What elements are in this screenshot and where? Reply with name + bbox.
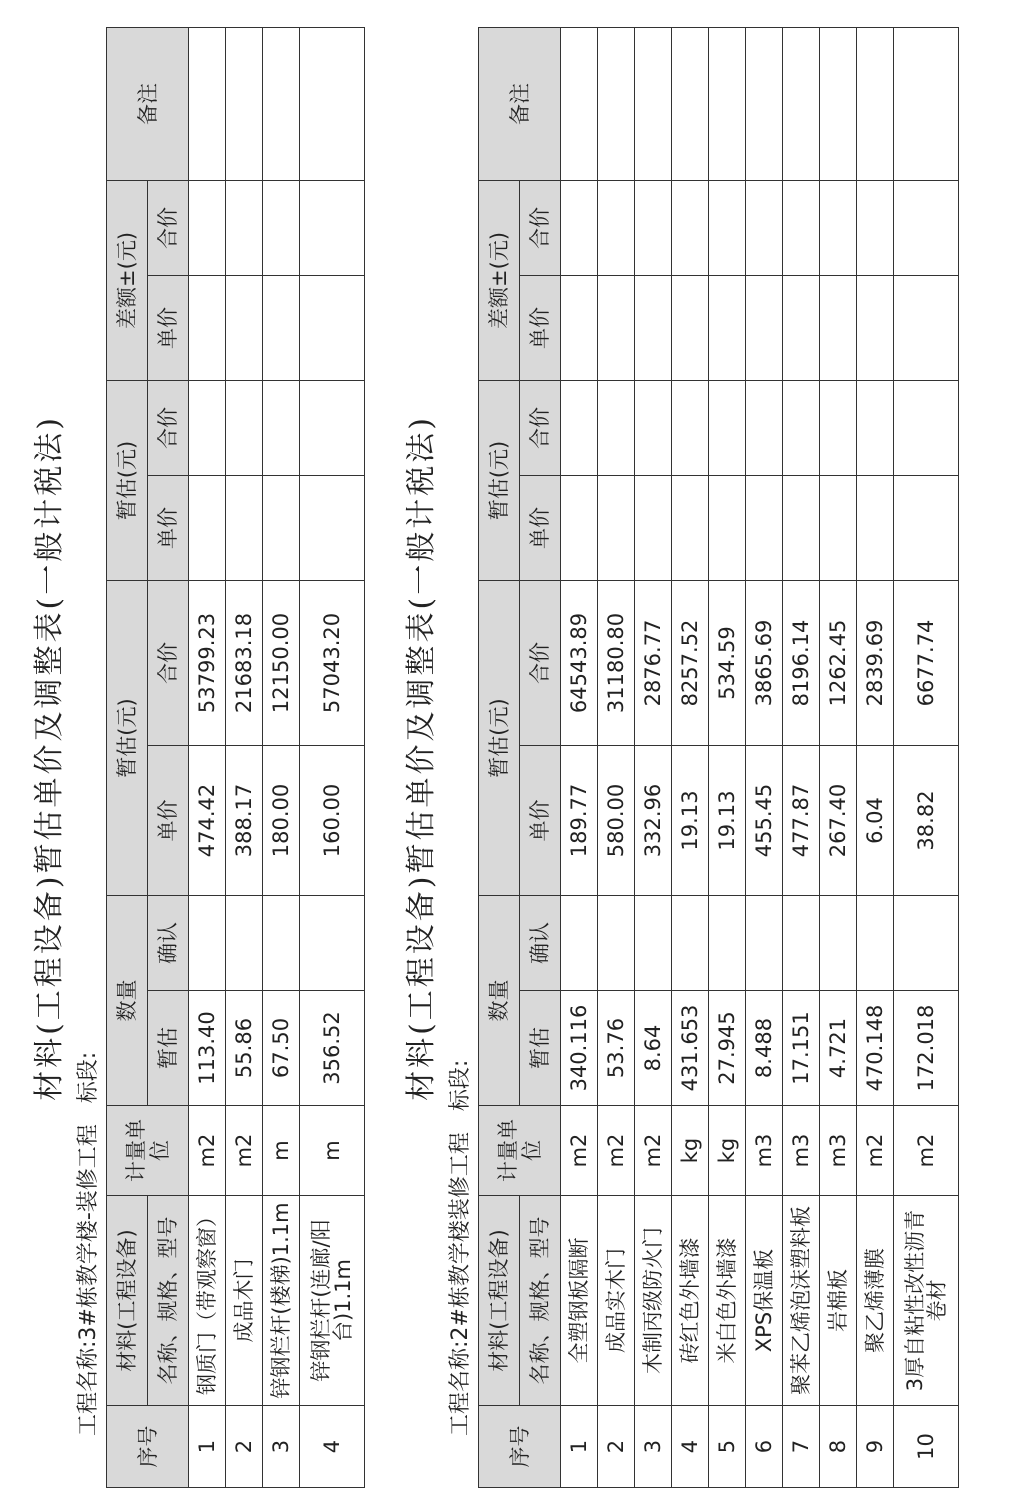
header-qty-est: 暂估 [520,991,561,1106]
cell-seq: 9 [857,1406,894,1488]
cell-price: 38.82 [894,746,959,896]
cell-total: 8196.14 [783,580,820,745]
header-est-unit-price: 单价 [520,746,561,896]
cell-qty-confirm [598,896,635,991]
cell-qty-confirm [820,896,857,991]
table-row [598,27,635,1487]
cell-price: 388.17 [226,746,263,896]
cell-remark [820,27,857,180]
header-diff: 差额±(元) [479,180,520,380]
cell-qty: 470.148 [857,991,894,1106]
cell-price: 455.45 [746,746,783,896]
cell-total: 3865.69 [746,580,783,745]
section-label: 标段: [448,1059,473,1112]
header-seq: 序号 [479,1406,561,1488]
cell-remark [226,27,263,180]
cell-remark [709,27,746,180]
table-row [226,27,263,1487]
cell-qty-confirm [746,896,783,991]
table-row [746,27,783,1487]
cell-name: 3厚自粘性改性沥青卷材 [894,1196,959,1406]
section-1 [28,28,373,1488]
cell-qty: 431.653 [672,991,709,1106]
table-row [709,27,746,1487]
section-label: 标段: [76,1051,101,1104]
cell-name: XPS保温板 [746,1196,783,1406]
cell-total: 6677.74 [894,580,959,745]
cell-total: 534.59 [709,580,746,745]
header-qty-est: 暂估 [148,991,189,1106]
cell-unit: m2 [561,1106,598,1196]
cell-remark [561,27,598,180]
cell-qty: 27.945 [709,991,746,1106]
header-material: 材料(工程设备) [107,1196,148,1406]
cell-qty-confirm [672,896,709,991]
cell-price: 332.96 [635,746,672,896]
cell-price: 6.04 [857,746,894,896]
cell-name: 木制丙级防火门 [635,1196,672,1406]
cell-total: 1262.45 [820,580,857,745]
cell-remark [894,27,959,180]
cell-remark [746,27,783,180]
cell-unit: m2 [894,1106,959,1196]
cell-unit: kg [672,1106,709,1196]
table-row [635,27,672,1487]
cell-qty: 356.52 [300,991,365,1106]
cell-remark [300,27,365,180]
header-unit: 计量单位 [479,1106,561,1196]
cell-seq: 3 [635,1406,672,1488]
cell-name: 聚乙烯薄膜 [857,1196,894,1406]
table-row [300,27,365,1487]
header-unit: 计量单位 [107,1106,189,1196]
cell-qty: 55.86 [226,991,263,1106]
cell-seq: 8 [820,1406,857,1488]
cell-seq: 1 [561,1406,598,1488]
cell-qty: 53.76 [598,991,635,1106]
header-confirm-total: 合价 [148,380,189,475]
cell-unit: m [300,1106,365,1196]
cell-qty: 8.64 [635,991,672,1106]
cell-name: 砖红色外墙漆 [672,1196,709,1406]
header-est-total: 合价 [148,580,189,745]
cell-seq: 5 [709,1406,746,1488]
cell-qty-confirm [189,896,226,991]
header-diff-total: 合价 [520,180,561,275]
cell-name: 成品木门 [226,1196,263,1406]
cell-total: 2839.69 [857,580,894,745]
cell-qty: 17.151 [783,991,820,1106]
cell-unit: m2 [635,1106,672,1196]
cell-price: 189.77 [561,746,598,896]
cell-total: 21683.18 [226,580,263,745]
project-name: 工程名称:3#栋教学楼-装修工程 [76,1124,101,1436]
header-est-unit-price: 单价 [148,746,189,896]
header-est-price: 暂估(元) [107,580,148,895]
cell-qty-confirm [635,896,672,991]
cell-seq: 2 [226,1406,263,1488]
cell-qty: 340.116 [561,991,598,1106]
cell-total: 57043.20 [300,580,365,745]
header-remark: 备注 [107,27,189,180]
header-remark: 备注 [479,27,561,180]
table-row [857,27,894,1487]
header-diff-unit-price: 单价 [148,275,189,380]
cell-total: 64543.89 [561,580,598,745]
header-confirm-unit-price: 单价 [148,475,189,580]
cell-unit: m2 [598,1106,635,1196]
table-title: 材料(工程设备)暂估单价及调整表(一般计税法) [32,415,67,1101]
cell-remark [598,27,635,180]
cell-price: 19.13 [709,746,746,896]
cell-unit: m2 [189,1106,226,1196]
cell-price: 160.00 [300,746,365,896]
cell-seq: 10 [894,1406,959,1488]
cell-unit: m [263,1106,300,1196]
cell-remark [857,27,894,180]
table-row [263,27,300,1487]
table-row [820,27,857,1487]
cell-seq: 6 [746,1406,783,1488]
header-confirm-total: 合价 [520,380,561,475]
cell-seq: 3 [263,1406,300,1488]
cell-qty: 113.40 [189,991,226,1106]
cell-name: 全塑钢板隔断 [561,1196,598,1406]
cell-remark [189,27,226,180]
cell-qty-confirm [709,896,746,991]
cell-unit: kg [709,1106,746,1196]
cell-total: 53799.23 [189,580,226,745]
cell-unit: m2 [857,1106,894,1196]
cell-seq: 1 [189,1406,226,1488]
header-diff: 差额±(元) [107,180,148,380]
cell-name: 锌钢栏杆(楼梯)1.1m [263,1196,300,1406]
cell-qty: 172.018 [894,991,959,1106]
header-qty-confirm: 确认 [520,896,561,991]
cell-seq: 2 [598,1406,635,1488]
cell-qty: 67.50 [263,991,300,1106]
cell-remark [635,27,672,180]
cell-price: 180.00 [263,746,300,896]
cell-price: 19.13 [672,746,709,896]
header-diff-unit-price: 单价 [520,275,561,380]
cell-remark [263,27,300,180]
cell-unit: m3 [820,1106,857,1196]
cell-qty-confirm [300,896,365,991]
cell-total: 2876.77 [635,580,672,745]
cell-price: 267.40 [820,746,857,896]
header-qty-confirm: 确认 [148,896,189,991]
cell-price: 474.42 [189,746,226,896]
cell-unit: m3 [746,1106,783,1196]
table-row [894,27,959,1487]
header-seq: 序号 [107,1406,189,1488]
cell-price: 580.00 [598,746,635,896]
header-diff-total: 合价 [148,180,189,275]
cell-total: 12150.00 [263,580,300,745]
project-name: 工程名称:2#栋教学楼装修工程 [448,1132,473,1436]
header-est-total: 合价 [520,580,561,745]
table-row [189,27,226,1487]
cell-qty-confirm [226,896,263,991]
table-title: 材料(工程设备)暂估单价及调整表(一般计税法) [404,415,439,1101]
cell-seq: 7 [783,1406,820,1488]
cell-qty-confirm [783,896,820,991]
cell-seq: 4 [672,1406,709,1488]
table-row [561,27,598,1487]
cell-qty-confirm [894,896,959,991]
header-qty: 数量 [479,896,520,1106]
header-material: 材料(工程设备) [479,1196,520,1406]
cell-name: 岩棉板 [820,1196,857,1406]
cell-name: 成品实木门 [598,1196,635,1406]
cell-qty-confirm [561,896,598,991]
table-row [672,27,709,1487]
cell-name: 锌钢栏杆(连廊/阳台)1.1m [300,1196,365,1406]
cell-total: 31180.80 [598,580,635,745]
header-confirm-price: 暂估(元) [107,380,148,580]
header-name-spec: 名称、规格、型号 [520,1196,561,1406]
cell-name: 聚苯乙烯泡沫塑料板 [783,1196,820,1406]
table-row [783,27,820,1487]
header-confirm-unit-price: 单价 [520,475,561,580]
cell-unit: m2 [226,1106,263,1196]
cell-unit: m3 [783,1106,820,1196]
header-est-price: 暂估(元) [479,580,520,895]
cell-price: 477.87 [783,746,820,896]
materials-table [478,27,959,1488]
cell-qty: 8.488 [746,991,783,1106]
cell-seq: 4 [300,1406,365,1488]
materials-table [106,27,365,1488]
cell-total: 8257.52 [672,580,709,745]
header-qty: 数量 [107,896,148,1106]
project-info [72,28,106,1488]
header-name-spec: 名称、规格、型号 [148,1196,189,1406]
cell-qty: 4.721 [820,991,857,1106]
cell-name: 米白色外墙漆 [709,1196,746,1406]
cell-remark [672,27,709,180]
section-2 [400,28,990,1488]
project-info [444,28,478,1488]
cell-qty-confirm [857,896,894,991]
header-confirm-price: 暂估(元) [479,380,520,580]
cell-remark [783,27,820,180]
cell-qty-confirm [263,896,300,991]
cell-name: 钢质门（带观察窗） [189,1196,226,1406]
